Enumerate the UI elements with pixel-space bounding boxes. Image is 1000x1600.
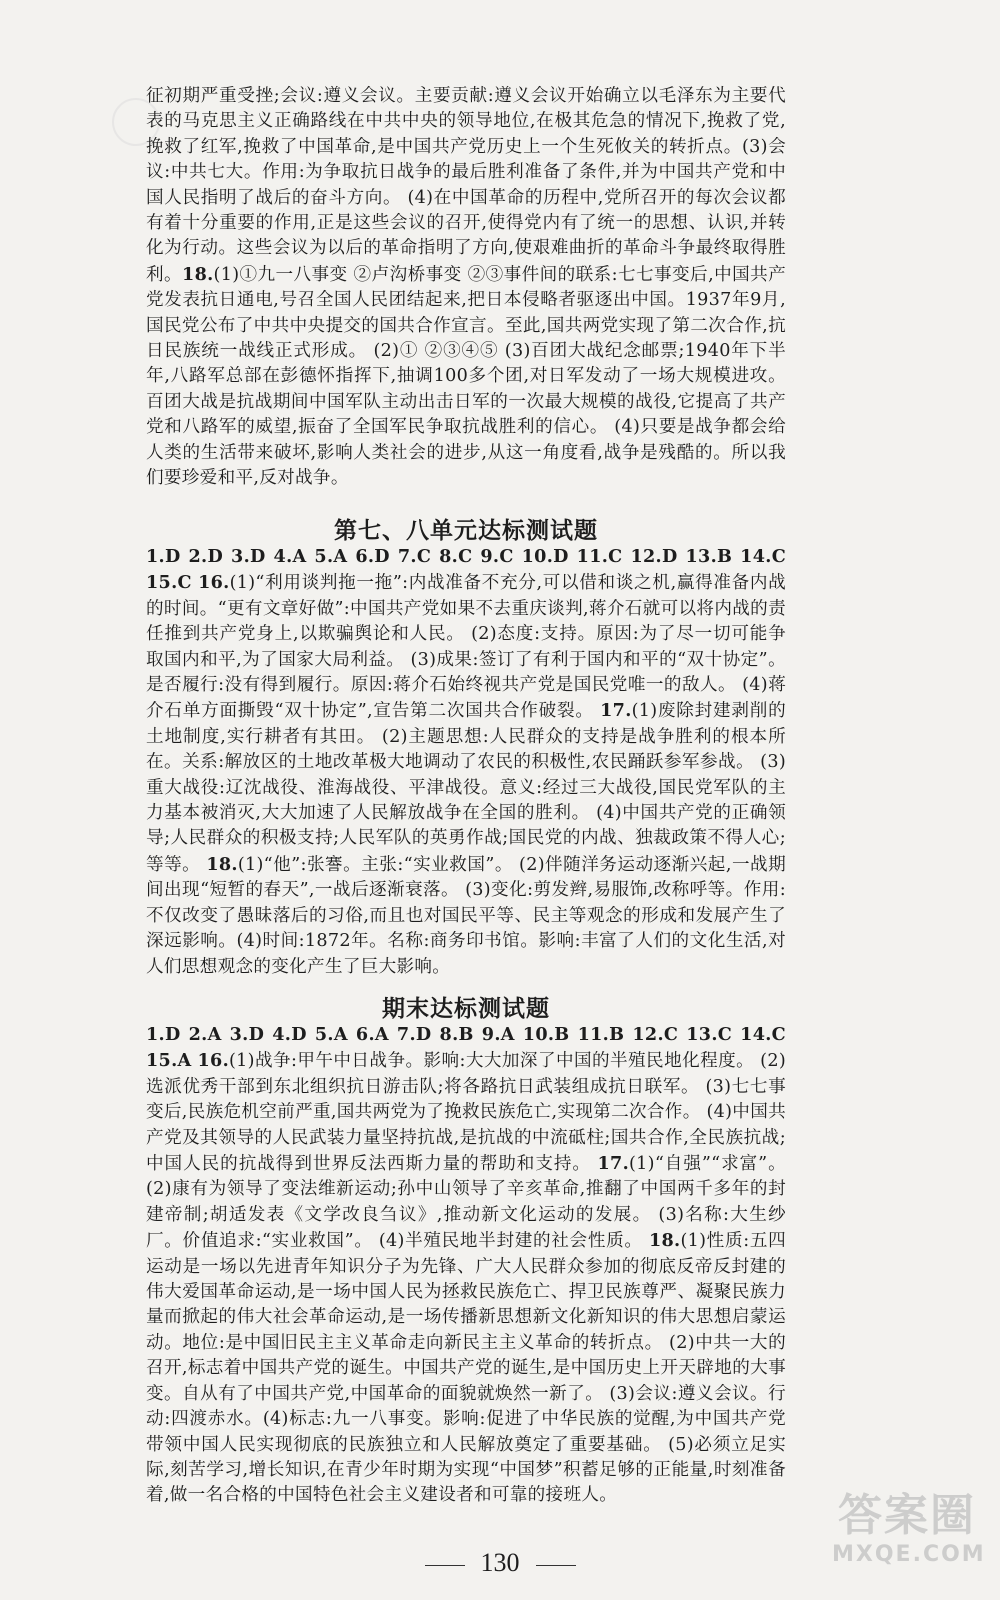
watermark-text: 答案圈 xyxy=(838,1490,976,1541)
question-number: 16. xyxy=(198,572,230,594)
answer-text: (1)“利用谈判拖一拖”:内战准备不充分,可以借和谈之机,赢得准备内战的时间。“更有文章好做”:中国共产党如果不去重庆谈判,蒋介石就可以将内战的责任推到共产党身上,以欺骗舆论和人民。 (2)态度:支持。原因:为了尽一切可能争取国内和平,为了国家大局利益。 (3)成果:签订了有利于国内和平的“双十协定”。是否履行:没有得到履行。原因:蒋介石始终视共产党是国民党唯一的敌人。 (4)蒋介石单方面撕毁“双十协定”,宣告第二次国共合作破裂。 xyxy=(146,573,786,722)
answer-block-part1 xyxy=(146,84,786,492)
watermark-url: MXQE.COM xyxy=(832,1542,986,1567)
answer-paragraph xyxy=(146,1022,786,1509)
page-number-dash xyxy=(425,1565,465,1566)
answer-text: (1)性质:五四运动是一场以先进青年知识分子为先锋、广大人民群众参加的彻底反帝反封建的伟大爱国革命运动,是一场中国人民为拯救民族危亡、捍卫民族尊严、凝聚民族力量而掀起的伟大社会革命运动,是一场传播新思想新文化新知识的伟大思想启蒙运动。地位:是中国旧民主主义革命走向新民主主义革命的转折点。 (2)中共一大的召开,标志着中国共产党的诞生。中国共产党的诞生,是中国历史上开天辟地的大事变。自从有了中国共产党,中国革命的面貌就焕然一新了。 (3)会议:遵义会议。行动:四渡赤水。(4)标志:九一八事变。影响:促进了中华民族的觉醒,为中国共产党带领中国人民实现彻底的民族独立和人民解放奠定了重要基础。 (5)必须立足实际,刻苦学习,增长知识,在青少年时期为实现“中国梦”积蓄足够的正能量,时刻准备着,做一名合格的中国特色社会主义建设者和可靠的接班人。 xyxy=(146,1231,787,1506)
answer-paragraph xyxy=(146,84,786,492)
question-number: 18. xyxy=(648,1230,681,1252)
question-number: 18. xyxy=(206,853,238,875)
page-number-dash xyxy=(536,1565,576,1566)
answer-text: (1)废除封建剥削的土地制度,实行耕者有其田。 (2)主题思想:人民群众的支持是战争胜利的根本所在。关系:解放区的土地改革极大地调动了农民的积极性,农民踊跃参军参战。 (3)重大战役:辽沈战役、淮海战役、平津战役。意义:经过三大战役,国民党军队的主力基本被消灭,大大加速了人民解放战争在全国的胜利。 (4)中国共产党的正确领导;人民群众的积极支持;人民军队的英勇作战;国民党的内战、独裁政策不得人心;等等。 xyxy=(146,701,786,875)
answer-text: (1)战争:甲午中日战争。影响:大大加深了中国的半殖民地化程度。 (2)选派优秀干部到东北组织抗日游击队;将各路抗日武装组成抗日联军。 (3)七七事变后,民族危机空前严重,国共两党为了挽救民族危亡,实现第二次合作。 (4)中国共产党及其领导的人民武装力量坚持抗战,是抗战的中流砥柱;国共合作,全民族抗战;中国人民的抗战得到世界反法西斯力量的帮助和支持。 xyxy=(146,1051,787,1175)
question-number: 17. xyxy=(597,1153,630,1175)
section-title: 期末达标测试题 xyxy=(382,996,550,1022)
answer-block-section3 xyxy=(146,1022,786,1509)
answer-text: 征初期严重受挫;会议:遵义会议。主要贡献:遵义会议开始确立以毛泽东为主要代表的马克思主义正确路线在中共中央的领导地位,在极其危急的情况下,挽救了党,挽救了红军,挽救了中国革命,是中国共产党历史上一个生死攸关的转折点。(3)会议:中共七大。作用:为争取抗日战争的最后胜利准备了条件,并为中国共产党和中国人民指明了战后的奋斗方向。 (4)在中国革命的历程中,党所召开的每次会议都有着十分重要的作用,正是这些会议的召开,使得党内有了统一的思想、认识,并转化为行动。这些会议为以后的革命指明了方向,使艰难曲折的革命斗争最终取得胜利。 xyxy=(146,86,786,285)
answer-block-section2 xyxy=(146,544,786,980)
question-number: 17. xyxy=(600,700,632,722)
question-number: 18. xyxy=(182,263,214,285)
answer-text: (1)“自强”“求富”。 (2)康有为领导了变法维新运动;孙中山领导了辛亥革命,推翻了中国两千多年的封建帝制;胡适发表《文学改良刍议》,推动新文化运动的发展。 (3)名称:大生纱厂。价值追求:“实业救国”。 (4)半殖民地半封建的社会性质。 xyxy=(146,1154,787,1252)
answer-text: (1)①九一八事变 ②卢沟桥事变 ②③事件间的联系:七七事变后,中国共产党发表抗日通电,号召全国人民团结起来,把日本侵略者驱逐出中国。1937年9月,国民党公布了中共中央提交的国共合作宣言。至此,国共两党实现了第二次合作,抗日民族统一战线正式形成。 (2)① ②③④⑤ (3)百团大战纪念邮票;1940年下半年,八路军总部在彭德怀指挥下,抽调100多个团,对日军发动了一场大规模进攻。百团大战是抗战期间中国军队主动出击日军的一次最大规模的战役,它提高了共产党和八路军的威望,振奋了全国军民争取抗战胜利的信心。 (4)只要是战争都会给人类的生活带来破坏,影响人类社会的进步,从这一角度看,战争是残酷的。所以我们要珍爱和平,反对战争。 xyxy=(146,264,786,489)
answer-paragraph xyxy=(146,544,786,980)
section-title: 第七、八单元达标测试题 xyxy=(334,518,598,544)
page-number-text: 130 xyxy=(480,1548,520,1577)
choice-answers: 1.D 2.A 3.D 4.D 5.A 6.A 7.D 8.B 9.A 10.B 11.B 12.C 13.C 14.C 15.A xyxy=(146,1024,786,1072)
choice-answers: 1.D 2.D 3.D 4.A 5.A 6.D 7.C 8.C 9.C 10.D 11.C 12.D 13.B 14.C 15.C xyxy=(146,546,786,594)
question-number: 16. xyxy=(197,1050,230,1072)
watermark-logo xyxy=(832,1490,986,1582)
answer-text: (1)“他”:张謇。主张:“实业救国”。 (2)伴随洋务运动逐渐兴起,一战期间出现“短暂的春天”,一战后逐渐衰落。 (3)变化:剪发辫,易服饰,改称呼等。作用:不仅改变了愚昧落后的习俗,而且也对国民平等、民主等观念的形成和发展产生了深远影响。(4)时间:1872年。名称:商务印书馆。影响:丰富了人们的文化生活,对人们思想观念的变化产生了巨大影响。 xyxy=(146,854,786,977)
